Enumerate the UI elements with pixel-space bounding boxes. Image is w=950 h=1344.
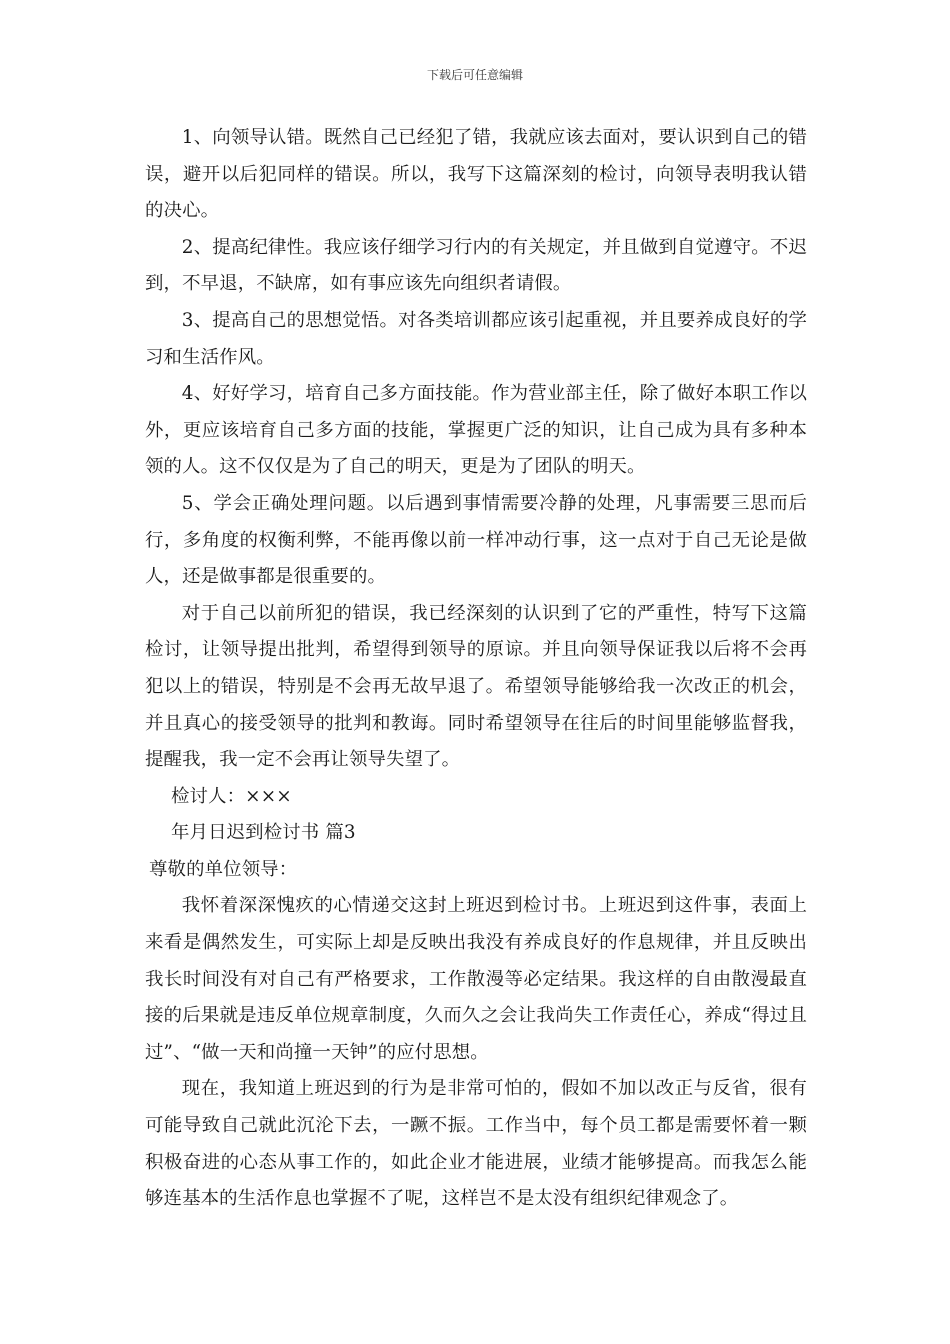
paragraph: 对于自己以前所犯的错误，我已经深刻的认识到了它的严重性，特写下这篇检讨，让领导提出批判，希望得到领导的原谅。并且向领导保证我以后将不会再犯以上的错误，特别是不会再无故早退了。希望领导能够给我一次改正的机会，并且真心的接受领导的批判和教诲。同时希望领导在往后的时间里能够监督我，提醒我，我一定不会再让领导失望了。 <box>145 602 807 771</box>
paragraph: 1、向领导认错。既然自己已经犯了错，我就应该去面对，要认识到自己的错误，避开以后犯同样的错误。所以，我写下这篇深刻的检讨，向领导表明我认错的决心。 <box>145 127 807 222</box>
paragraph: 现在，我知道上班迟到的行为是非常可怕的，假如不加以改正与反省，很有可能导致自己就此沉沦下去，一蹶不振。工作当中，每个员工都是需要怀着一颗积极奋进的心态从事工作的，如此企业才能进展，业绩才能够提高。而我怎么能够连基本的生活作息也掌握不了呢，这样岂不是太没有组织纪律观念了。 <box>145 1078 807 1210</box>
paragraph: 我怀着深深愧疚的心情递交这封上班迟到检讨书。上班迟到这件事，表面上来看是偶然发生，可实际上却是反映出我没有养成良好的作息规律，并且反映出我长时间没有对自己有严格要求，工作散漫等必定结果。我这样的自由散漫最直接的后果就是违反单位规章制度，久而久之会让我尚失工作责任心，养成“得过且过”、“做一天和尚撞一天钟”的应付思想。 <box>145 895 807 1063</box>
paragraph: 2、提高纪律性。我应该仔细学习行内的有关规定，并且做到自觉遵守。不迟到，不早退，不缺席，如有事应该先向组织者请假。 <box>145 236 807 295</box>
section-title: 年月日迟到检讨书 篇3 <box>171 822 356 844</box>
signature: 检讨人：××× <box>171 785 292 807</box>
document-body <box>145 120 807 1218</box>
paragraph: 3、提高自己的思想觉悟。对各类培训都应该引起重视，并且要养成良好的学习和生活作风。 <box>145 309 807 368</box>
salutation: 尊敬的单位领导： <box>149 858 298 880</box>
paragraph: 5、学会正确处理问题。以后遇到事情需要冷静的处理，凡事需要三思而后行，多角度的权衡利弊，不能再像以前一样冲动行事，这一点对于自己无论是做人，还是做事都是很重要的。 <box>145 492 807 588</box>
paragraph: 4、好好学习，培育自己多方面技能。作为营业部主任，除了做好本职工作以外，更应该培育自己多方面的技能，掌握更广泛的知识，让自己成为具有多种本领的人。这不仅仅是为了自己的明天，更是为了团队的明天。 <box>145 383 807 478</box>
page-header: 下载后可任意编辑 <box>426 68 523 82</box>
